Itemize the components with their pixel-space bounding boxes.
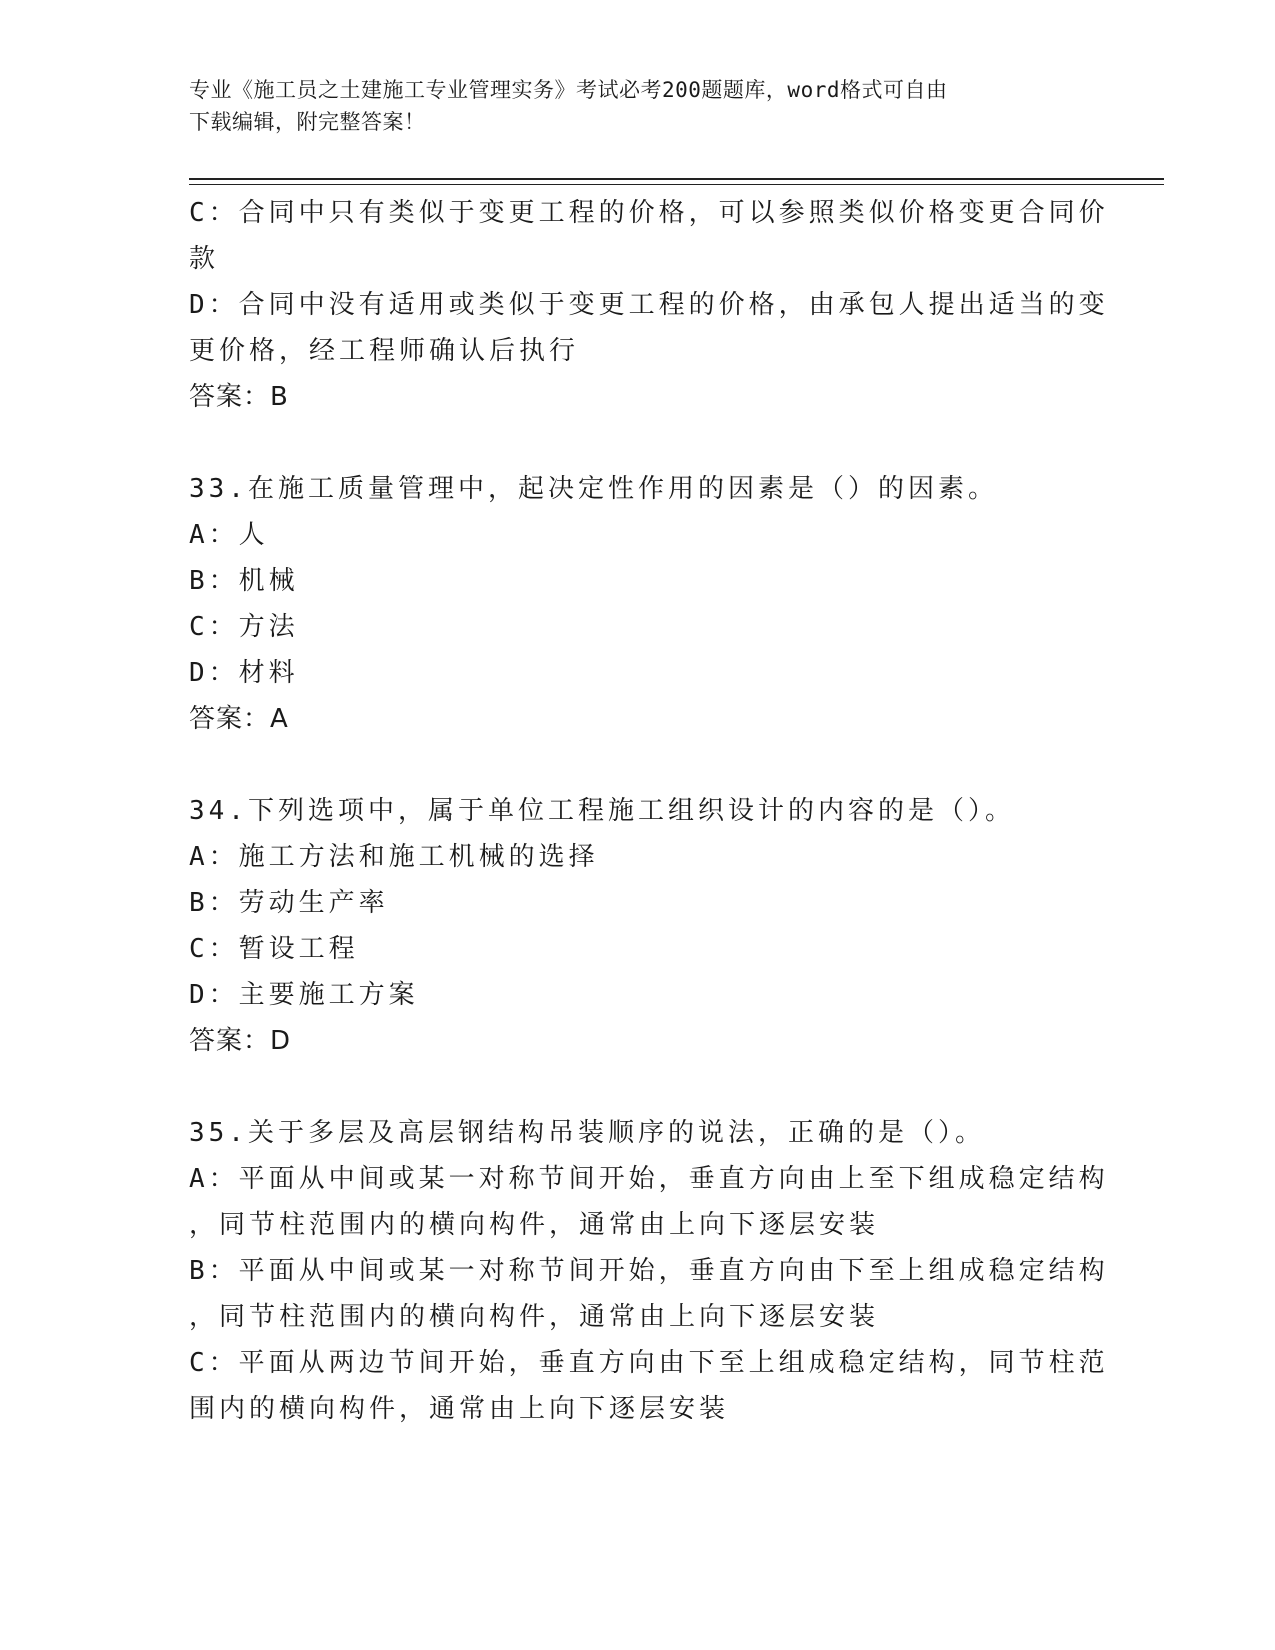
question-34-option-d: D：主要施工方案	[189, 980, 419, 1010]
option-c-line-1: C：合同中只有类似于变更工程的价格，可以参照类似价格变更合同价	[189, 198, 1109, 228]
question-34	[189, 788, 1089, 1064]
question-34-option-a: A：施工方法和施工机械的选择	[189, 842, 599, 872]
header-divider-thin	[189, 184, 1164, 185]
question-33-option-d: D：材料	[189, 658, 299, 688]
question-33-text: 33.在施工质量管理中，起决定性作用的因素是（）的因素。	[189, 474, 998, 504]
header-divider-thick	[189, 178, 1164, 180]
answer-33: 答案：A	[189, 704, 289, 734]
question-35-option-a-line-1: A：平面从中间或某一对称节间开始，垂直方向由上至下组成稳定结构	[189, 1164, 1109, 1194]
question-34-text: 34.下列选项中，属于单位工程施工组织设计的内容的是（）。	[189, 796, 1015, 826]
question-33	[189, 466, 1089, 742]
question-33-option-b: B：机械	[189, 566, 299, 596]
question-33-option-c: C：方法	[189, 612, 299, 642]
option-d-line-1: D：合同中没有适用或类似于变更工程的价格，由承包人提出适当的变	[189, 290, 1109, 320]
question-35-option-b-line-1: B：平面从中间或某一对称节间开始，垂直方向由下至上组成稳定结构	[189, 1256, 1109, 1286]
answer-34: 答案：D	[189, 1026, 292, 1056]
header-line-2: 下载编辑，附完整答案！	[189, 110, 426, 134]
question-35-text: 35.关于多层及高层钢结构吊装顺序的说法，正确的是（）。	[189, 1118, 985, 1148]
document-body	[189, 190, 1109, 1432]
question-34-option-b: B：劳动生产率	[189, 888, 389, 918]
header-line-1: 专业《施工员之土建施工专业管理实务》考试必考200题题库，word格式可自由	[189, 78, 948, 102]
question-35	[189, 1110, 1109, 1432]
answer-32: 答案：B	[189, 382, 289, 412]
question-35-option-a-line-2: ，同节柱范围内的横向构件，通常由上向下逐层安装	[189, 1210, 880, 1240]
question-32-continued	[189, 190, 1109, 420]
option-c-line-2: 款	[189, 244, 220, 274]
question-33-option-a: A：人	[189, 520, 269, 550]
document-header	[189, 74, 1089, 138]
option-d-line-2: 更价格，经工程师确认后执行	[189, 336, 580, 366]
question-35-option-c-line-1: C：平面从两边节间开始，垂直方向由下至上组成稳定结构，同节柱范	[189, 1348, 1109, 1378]
question-35-option-b-line-2: ，同节柱范围内的横向构件，通常由上向下逐层安装	[189, 1302, 880, 1332]
question-35-option-c-line-2: 围内的横向构件，通常由上向下逐层安装	[189, 1394, 730, 1424]
question-34-option-c: C：暂设工程	[189, 934, 359, 964]
